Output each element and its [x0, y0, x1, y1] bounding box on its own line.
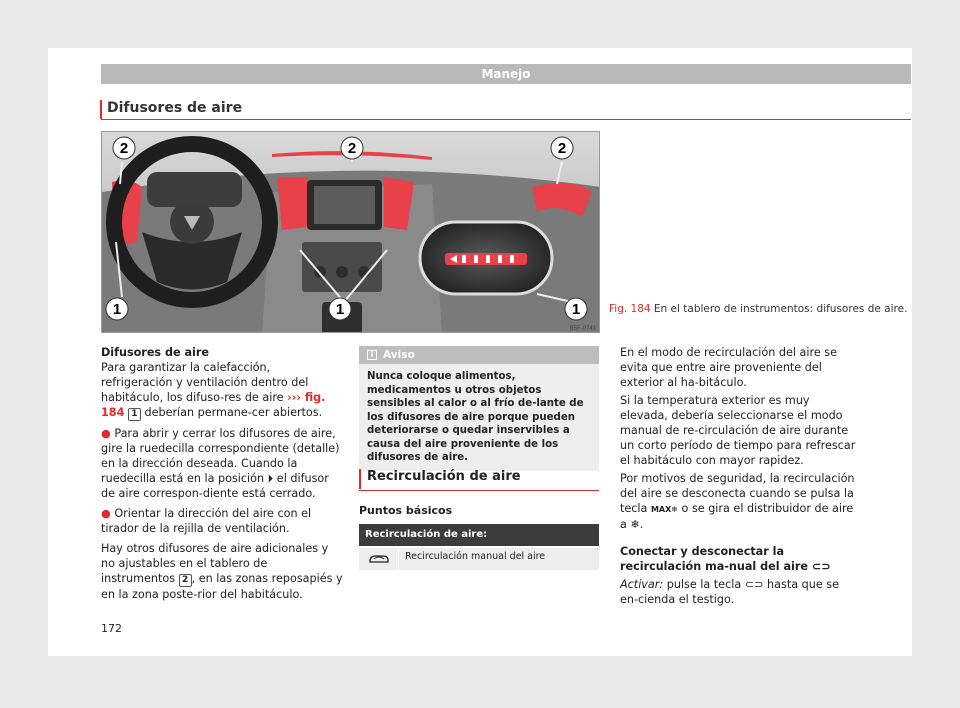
notice-text: Nunca coloque alimentos, medicamentos u otros objetos sensibles al calor o al frío de-lante de los difusores de aire porque pueden deteriorarse o quedar inservibles a causa del aire proveniente de los difusores de aire.	[367, 371, 584, 463]
callout-1-center: 1	[335, 301, 345, 318]
dashboard-figure	[101, 131, 600, 333]
callout-1-right: 1	[571, 301, 581, 318]
dashboard-illustration	[102, 132, 600, 333]
wheel-closed-icon: ⏵	[267, 472, 274, 485]
col3-activate	[620, 577, 860, 607]
col3-heading-text: Conectar y desconectar la recirculación ma-nual del aire	[620, 545, 812, 573]
recirculation-icon: ⊂⊃	[811, 560, 831, 573]
col3-p3-text-b: o se gira el distribuidor de aire a	[620, 502, 854, 531]
activate-text-b: hasta que se en-cienda el testigo.	[620, 578, 839, 606]
callout-2-right: 2	[557, 140, 567, 157]
page-title: Difusores de aire	[107, 100, 243, 116]
col1-paragraph-1	[101, 360, 343, 421]
column-left	[101, 345, 343, 607]
recirculation-icon	[359, 548, 399, 570]
notice-header	[359, 346, 599, 364]
subsection-title: Recirculación de aire	[367, 469, 521, 484]
callout-2-center: 2	[347, 140, 357, 157]
col1-paragraph-2	[101, 541, 343, 602]
section-header: Manejo	[101, 64, 911, 84]
recirculation-icon: ⊂⊃	[744, 578, 764, 591]
ref-number-2: 2	[179, 574, 192, 587]
bullet-icon: ●	[101, 507, 111, 520]
col1-heading: Difusores de aire	[101, 346, 209, 359]
title-rule	[101, 119, 911, 120]
activate-text-a: pulse la tecla	[663, 578, 745, 591]
ref-number-1: 1	[128, 408, 141, 421]
figure-ref: Fig. 184	[609, 303, 651, 315]
table-row	[359, 548, 599, 570]
callout-2-left: 2	[119, 140, 129, 157]
figure-link[interactable]: ››› fig. 184	[101, 391, 326, 419]
figure-code: B5F-0741	[569, 326, 596, 332]
figure-caption	[609, 302, 909, 316]
col1-p1-text-a: Para garantizar la calefacción, refrigeración y ventilación dentro del habitáculo, los difuso-res de aire	[101, 361, 309, 404]
table-cell: Recirculación manual del aire	[405, 551, 546, 562]
col3-heading	[620, 544, 860, 574]
table-header: Recirculación de aire:	[359, 524, 599, 546]
recirculation-table	[359, 524, 599, 570]
col1-b2-text: Orientar la dirección del aire con el tirador de la rejilla de ventilación.	[101, 507, 312, 535]
subtitle-rule	[359, 490, 599, 491]
notice-box	[359, 346, 599, 471]
col1-p2-text-b: , en las zonas reposapiés y en la zona poste-rior del habitáculo.	[101, 572, 343, 601]
col3-paragraph-2: Si la temperatura exterior es muy elevada, debería seleccionarse el modo manual de re-circulación de aire durante un corto período de tiempo para refrescar el habitáculo con mayor rapidez.	[620, 394, 856, 467]
info-icon: i	[367, 350, 377, 360]
col3-paragraph-3	[620, 471, 860, 532]
notice-label: Aviso	[383, 349, 415, 361]
col1-bullet-2	[101, 506, 343, 536]
column-right	[620, 345, 860, 612]
max-defrost-icon: MAX❄	[650, 505, 678, 514]
windshield-icon: ❄	[630, 518, 640, 531]
figure-caption-text: En el tablero de instrumentos: difusores de aire.	[653, 303, 908, 315]
basics-label: Puntos básicos	[359, 504, 453, 517]
col1-p1-text-b: deberían permane-cer abiertos.	[140, 406, 323, 419]
page	[48, 48, 912, 656]
col3-paragraph-1: En el modo de recirculación del aire se evita que entre aire proveniente del exterior al ha-bitáculo.	[620, 346, 837, 389]
col3-p3-text-c: .	[639, 518, 644, 531]
col1-bullet-1	[101, 426, 343, 501]
col1-p2-text-a: Hay otros difusores de aire adicionales y no ajustables en el tablero de instrumentos	[101, 542, 329, 585]
col1-b1-text-a: Para abrir y cerrar los difusores de aire, gire la ruedecilla correspondiente (detalle) en la dirección deseada. Cuando la ruedecilla está en la posición	[101, 427, 340, 485]
col3-p3-text-a: Por motivos de seguridad, la recirculación del aire se desconecta cuando se pulsa la tecla	[620, 472, 855, 515]
page-number: 172	[101, 622, 122, 635]
bullet-icon: ●	[101, 427, 111, 440]
callout-1-left: 1	[112, 301, 122, 318]
activate-label: Activar:	[620, 578, 664, 591]
col1-b1-text-b: el difusor de aire correspon-diente está cerrado.	[101, 472, 329, 500]
